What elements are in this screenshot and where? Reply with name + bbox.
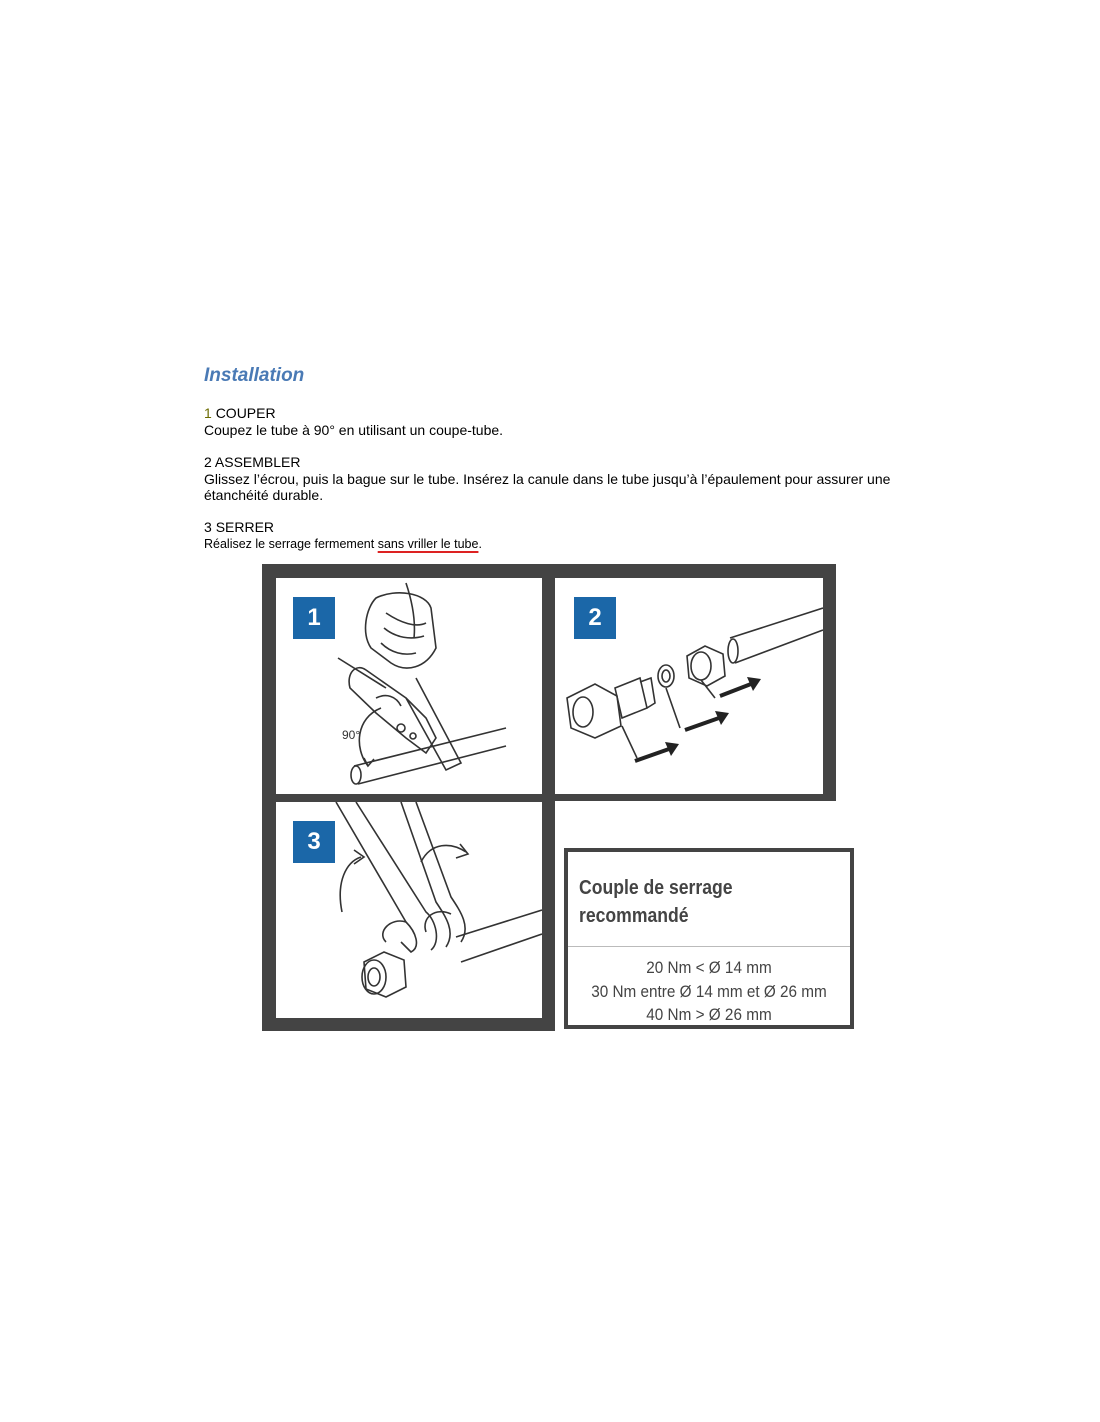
step-2-heading: ASSEMBLER: [214, 454, 301, 470]
step-3-number: 3: [204, 519, 212, 535]
step-2-text: Glissez l’écrou, puis la bague sur le tube. Insérez la canule dans le tube jusqu’à l’épaulement pour assurer une étanchéité durable.: [204, 470, 891, 503]
angle-label: 90°: [342, 728, 361, 742]
panel-1-cut: [276, 578, 542, 794]
step-1-heading: COUPER: [215, 405, 276, 421]
torque-value-3: 40 Nm > Ø 26 mm: [646, 1005, 772, 1024]
panel-3-tighten: [276, 802, 542, 1018]
step-3-text-underlined: sans vriller le tube: [377, 536, 479, 551]
step-1: [204, 405, 924, 438]
step-3-text-start: Réalisez le serrage fermement: [204, 536, 378, 551]
step-1-text: Coupez le tube à 90° en utilisant un coupe-tube.: [204, 421, 504, 438]
torque-values: [568, 956, 850, 1027]
torque-value-1: 20 Nm < Ø 14 mm: [646, 958, 772, 977]
torque-title: [579, 874, 808, 930]
step-badge-1: 1: [293, 597, 335, 639]
torque-value-2: 30 Nm entre Ø 14 mm et Ø 26 mm: [591, 981, 827, 1001]
torque-title-line-1: Couple de serrage: [579, 877, 733, 899]
step-badge-2: 2: [574, 597, 616, 639]
page-title: Installation: [204, 365, 305, 386]
torque-title-line-2: recommandé: [579, 905, 689, 927]
step-3-text: [204, 536, 924, 553]
torque-recommendation-box: [564, 848, 854, 1029]
step-3-text-end: .: [478, 536, 482, 551]
step-3: [204, 519, 924, 552]
panel-2-assemble: [555, 578, 823, 794]
installation-figure: [262, 564, 862, 1034]
step-2-number: 2: [204, 454, 212, 470]
step-3-heading: SERRER: [215, 519, 275, 535]
step-2: [204, 454, 924, 504]
step-1-number: 1: [204, 405, 212, 421]
step-badge-3: 3: [293, 821, 335, 863]
torque-divider: [568, 946, 850, 947]
